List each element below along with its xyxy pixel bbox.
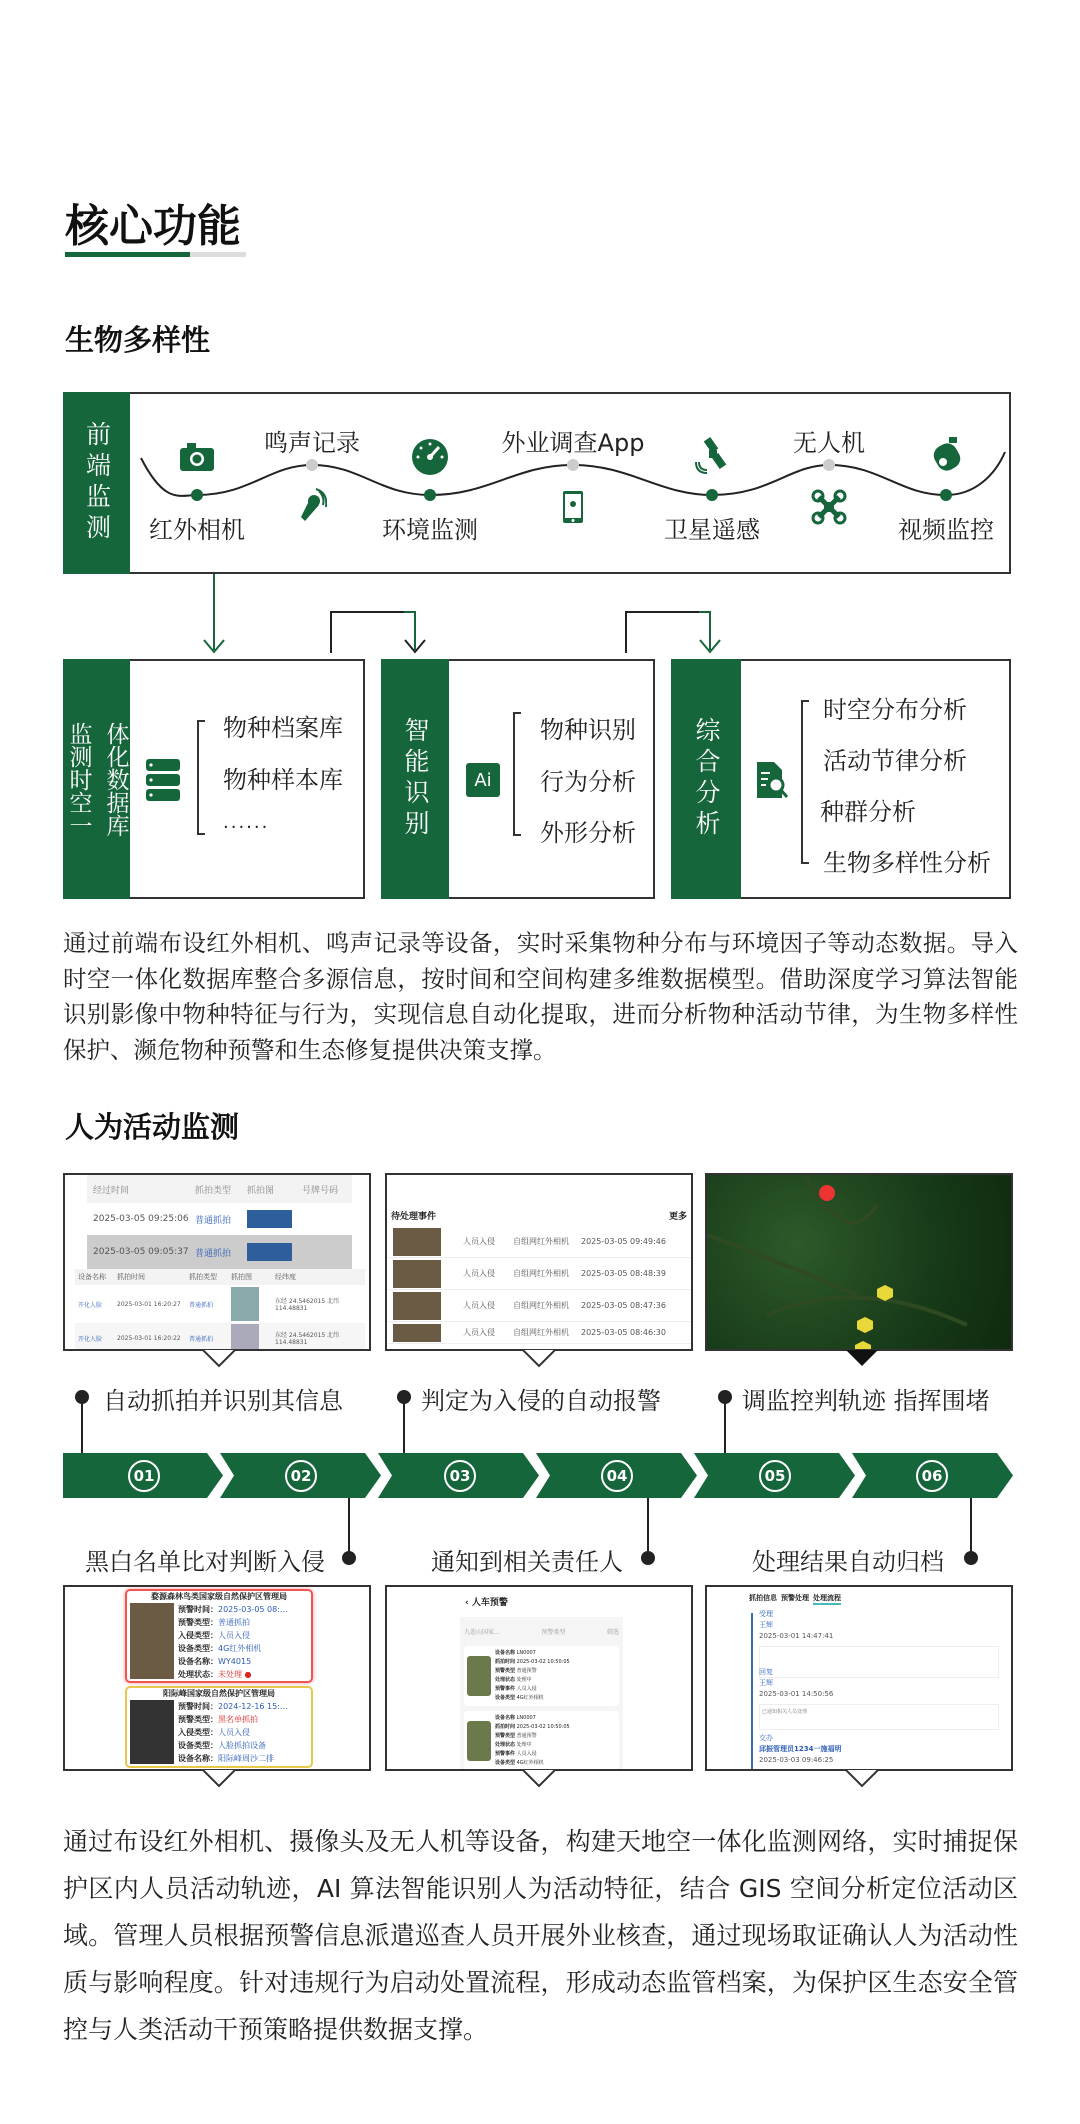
section-heading-biodiversity: 生物多样性	[65, 323, 211, 357]
camera-icon	[179, 442, 215, 472]
step-label: 处理结果自动归档	[752, 1548, 944, 1576]
satellite-icon	[695, 436, 729, 474]
node	[424, 489, 436, 501]
step-label: 调监控判轨迹 指挥围堵	[742, 1387, 990, 1415]
recognition-label: 智能识别	[381, 659, 449, 899]
analysis-item: 时空分布分析	[823, 696, 967, 724]
analysis-item: 种群分析	[820, 798, 916, 826]
ai-icon: Ai	[466, 763, 500, 797]
step-number: 03	[444, 1460, 476, 1492]
document-search-icon	[756, 761, 788, 799]
callout-pointers-row1	[0, 1350, 1080, 1370]
gauge-icon	[411, 438, 449, 476]
recognition-item: 外形分析	[540, 819, 636, 847]
alert-icon: ●	[244, 1670, 252, 1679]
callout-pointers-row2	[0, 1770, 1080, 1790]
screenshot-capture-records: 经过时间 抓拍类型 抓拍图 号牌号码 2025-03-05 09:25:06 普通抓拍 2025-03-05 09:05:37 普通抓拍 设备名称 抓拍时间 抓拍类型 抓拍图 经纬度 开化人脸 2025-03-01 16:20:27 普通抓拍 东经 24.5462015 北纬 114.48831 开化人脸 2025-03-01 16:20:22 普通抓拍 东经 24.5462015 北纬 114.48831	[63, 1173, 371, 1351]
device-label: 外业调查App	[501, 429, 645, 457]
device-label: 环境监测	[382, 516, 478, 544]
step-number: 01	[128, 1460, 160, 1492]
page-title: 核心功能	[65, 201, 241, 252]
step-connector	[348, 1498, 350, 1554]
device-label: 鸣声记录	[264, 429, 360, 457]
step-number: 06	[916, 1460, 948, 1492]
screenshot-process-flow	[705, 1585, 1013, 1771]
analysis-item: 生物多样性分析	[823, 849, 991, 877]
step-number: 04	[601, 1460, 633, 1492]
video-camera-icon	[929, 436, 963, 474]
human-activity-description: 通过布设红外相机、摄像头及无人机等设备，构建天地空一体化监测网络，实时捕捉保护区内人员活动轨迹，AI 算法智能识别人为活动特征，结合 GIS 空间分析定位活动区域。管理人员根据预警信息派遣巡查人员开展外业核查，通过现场取证确认人为活动性质与影响程度。针对违规行为启动处置流程，形成动态监管档案，为保护区生态安全管控与人类活动干预策略提供数据支撑。	[63, 1827, 1018, 2044]
database-item: 物种样本库	[223, 766, 343, 794]
map-marker-yellow	[857, 1317, 873, 1333]
flow-step: 交办 邱振管理员1234一施福明 2025-03-03 09:46:25	[759, 1734, 842, 1764]
alert-card[interactable]: 设备名称 LN0007 抓拍时间 2025-03-02 10:50:05 预警类型 普通预警 处理状态 处理中 预警事件 人员入侵 设备类型 4G红外相机	[464, 1646, 619, 1706]
recognition-item: 行为分析	[540, 768, 636, 796]
device-label: 卫星遥感	[664, 516, 760, 544]
step-connector	[403, 1397, 405, 1453]
bracket	[513, 712, 521, 836]
database-item: 物种档案库	[223, 714, 343, 742]
device-label: 视频监控	[898, 516, 994, 544]
alert-card[interactable]: 阳际峰国家级自然保护区管理局 预警时间：2024-12-16 15:... 预警类型：黑名单抓拍 入侵类型：人员入侵 设备类型：人脸抓拍设备 设备名称：阳际峰周沙二排	[125, 1686, 313, 1768]
tab[interactable]: 预警处理	[781, 1594, 809, 1602]
step-label: 自动抓拍并识别其信息	[103, 1387, 343, 1415]
node	[940, 489, 952, 501]
drone-icon	[811, 489, 847, 525]
alert-card[interactable]: 设备名称 LN0007 抓拍时间 2025-03-02 10:50:05 预警类型 普通预警 处理状态 处理中 预警事件 人员入侵 设备类型 4G红外相机	[464, 1711, 619, 1771]
step-connector	[970, 1498, 972, 1554]
database-label: 监测时空一 体化数据库	[63, 659, 130, 899]
screenshot-mobile-alerts: ‹ 人车预警 九连山国家... 预警类型 筛选 设备名称 LN0007 抓拍时间 2025-03-02 10:50:05 预警类型 普通预警 处理状态 处理中 预警事件 人员入侵 设备类型 4G红外相机 设备名称 LN0007 抓拍时间 2025-03-02 10:50:05 预警类型 普通预警 处理状态 处理中 预警事件 人员入侵 设备类型 4G红外相机	[385, 1585, 693, 1771]
step-number: 02	[285, 1460, 317, 1492]
map-marker-red	[819, 1185, 835, 1201]
front-monitoring-label: 前端监测	[63, 392, 130, 574]
bracket	[197, 720, 205, 835]
device-label: 红外相机	[149, 516, 245, 544]
analysis-item: 活动节律分析	[823, 747, 967, 775]
step-connector	[647, 1498, 649, 1554]
database-item: ......	[223, 812, 270, 833]
back-icon[interactable]: ‹	[465, 1598, 469, 1608]
biodiversity-description: 通过前端布设红外相机、鸣声记录等设备，实时采集物种分布与环境因子等动态数据。导入时空一体化数据库整合多源信息，按时间和空间构建多维数据模型。借助深度学习算法智能识别影像中物种特征与行为，实现信息自动化提取，进而分析物种活动节律，为生物多样性保护、濒危物种预警和生态修复提供决策支撑。	[63, 929, 1018, 1064]
map-trajectory-view[interactable]	[705, 1173, 1013, 1351]
node	[306, 459, 318, 471]
step-label: 判定为入侵的自动报警	[421, 1387, 661, 1415]
device-label: 无人机	[793, 429, 865, 457]
node	[823, 459, 835, 471]
alert-card[interactable]: 婺源森林鸟类国家级自然保护区管理局 预警时间：2025-03-05 08:... 预警类型：普通抓拍 入侵类型：人员入侵 设备类型：4G红外相机 设备名称：WY4015 处理状态：未处理 ●	[125, 1589, 313, 1683]
screenshot-pending-events: 待处理事件 更多 人员入侵 自组网红外相机 2025-03-05 09:49:46 人员入侵 自组网红外相机 2025-03-05 08:48:39 人员入侵 自组网红外相机 2025-03-05 08:47:36 人员入侵 自组网红外相机 2025-03-05 08:46:30	[385, 1173, 693, 1351]
section-heading-human-activity: 人为活动监测	[65, 1110, 240, 1144]
smartphone-icon	[562, 490, 584, 524]
node	[191, 489, 203, 501]
step-connector	[81, 1397, 83, 1453]
microphone-icon	[297, 487, 327, 523]
tab[interactable]: 抓拍信息	[749, 1594, 777, 1602]
flow-step: 回复 王辉 2025-03-01 14:50:56 已通知相关人员处理	[759, 1667, 999, 1730]
step-marker	[641, 1551, 655, 1565]
step-number: 05	[759, 1460, 791, 1492]
recognition-item: 物种识别	[540, 716, 636, 744]
step-label: 黑白名单比对判断入侵	[85, 1548, 325, 1576]
analysis-label: 综合分析	[671, 659, 741, 899]
node	[706, 489, 718, 501]
more-link[interactable]: 更多	[668, 1212, 687, 1222]
tab-active[interactable]: 处理流程	[813, 1593, 841, 1605]
step-label: 通知到相关责任人	[431, 1548, 623, 1576]
bracket	[801, 700, 809, 864]
node	[567, 459, 579, 471]
step-marker	[964, 1551, 978, 1565]
flow-step: 受理 王辉 2025-03-01 14:47:41	[759, 1609, 999, 1678]
database-icon	[145, 758, 181, 802]
monitoring-arrows	[204, 574, 720, 653]
screenshot-alert-cards	[63, 1585, 371, 1771]
step-marker	[342, 1551, 356, 1565]
step-connector	[724, 1397, 726, 1453]
